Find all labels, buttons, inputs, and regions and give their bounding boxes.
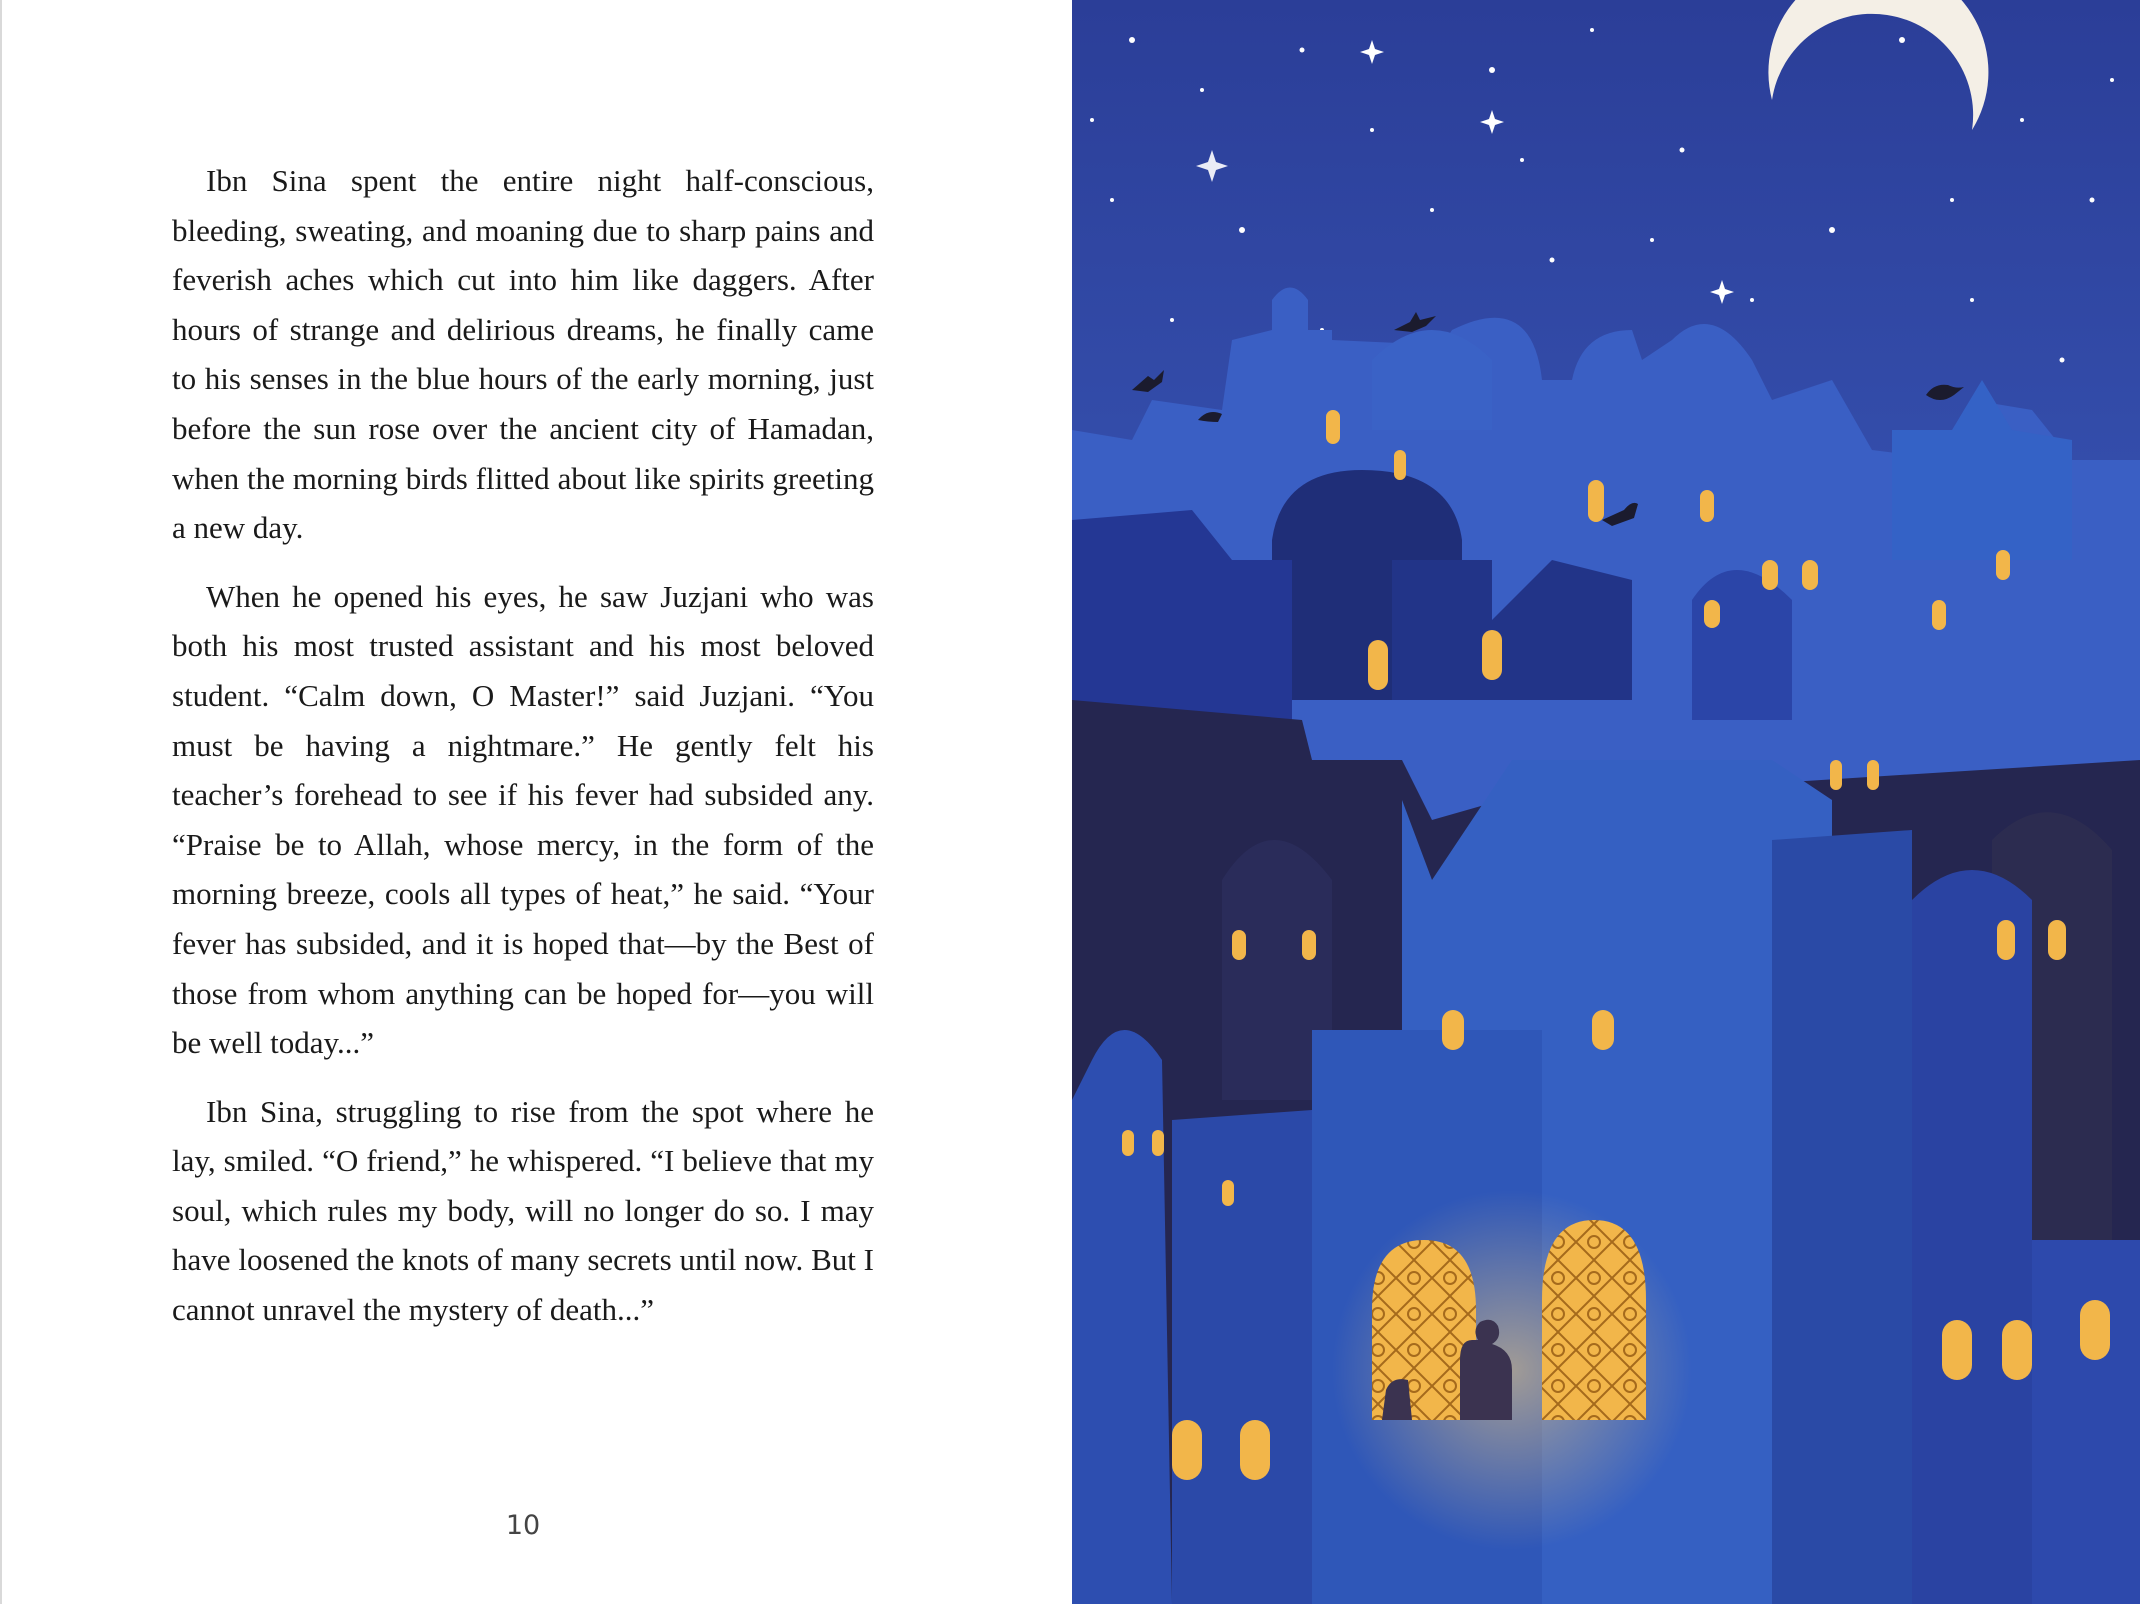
page-number: 10 bbox=[505, 1510, 541, 1541]
arched-window bbox=[1542, 1220, 1646, 1420]
paragraph: When he opened his eyes, he saw Juzjani who was both his most trusted assistant and his most beloved student. “Calm down, O Master!” said Juzjani. “You must be having a nightmare.” He gently felt his teacher’s forehead to see if his fever had subsided any. “Praise be to Allah, whose mercy, in the form of the morning breeze, cools all types of heat,” he said. “Your fever has subsided, and it is hoped that—by the Best of those from whom anything can be hoped for—you will be well today...” bbox=[172, 578, 874, 1061]
arched-windows bbox=[1332, 1190, 1692, 1550]
paragraph: Ibn Sina, struggling to rise from the spot where he lay, smiled. “O friend,” he whispered. “I believe that my soul, which rules my body, will no longer do so. I may have loosened the knots of many secrets until now. But I cannot unravel the mystery of death...” bbox=[172, 1093, 874, 1328]
paragraph: Ibn Sina spent the entire night half-conscious, bleeding, sweating, and moaning due to sharp pains and feverish aches which cut into him like daggers. After hours of strange and delirious dreams, he finally came to his senses in the blue hours of the early morning, just before the sun rose over the ancient city of Hamadan, when the morning birds flitted about like spirits greeting a new day. bbox=[172, 163, 874, 546]
illustration-page bbox=[1072, 0, 2140, 1604]
story-text bbox=[172, 156, 874, 1354]
night-city-illustration bbox=[1072, 0, 2140, 1604]
